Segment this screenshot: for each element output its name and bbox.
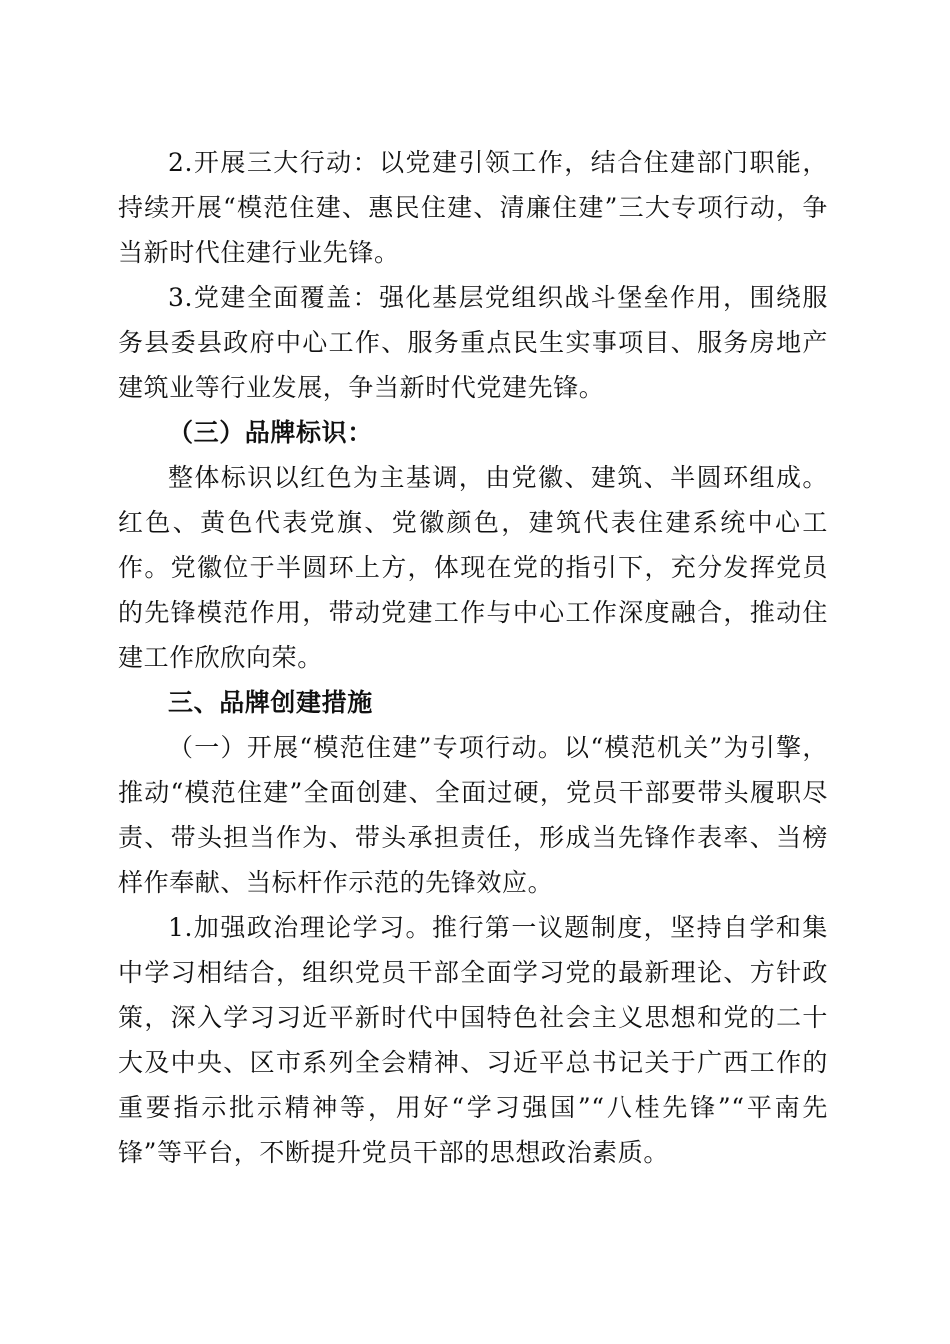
- brand-logo-description-paragraph: 整体标识以红色为主基调，由党徽、建筑、半圆环组成。红色、黄色代表党旗、党徽颜色，建筑代表住建系统中心工作。党徽位于半圆环上方，体现在党的指引下，充分发挥党员的先锋模范作用，带动党建工作与中心工作深度融合，推动住建工作欣欣向荣。: [118, 463, 828, 672]
- document-body: [118, 140, 828, 1175]
- action-item-2-paragraph: 2.开展三大行动：以党建引领工作，结合住建部门职能，持续开展“模范住建、惠民住建、清廉住建”三大专项行动，争当新时代住建行业先锋。: [118, 148, 828, 267]
- theory-study-paragraph: 1.加强政治理论学习。推行第一议题制度，坚持自学和集中学习相结合，组织党员干部全面学习党的最新理论、方针政策，深入学习习近平新时代中国特色社会主义思想和党的二十大及中央、区市系列全会精神、习近平总书记关于广西工作的重要指示批示精神等，用好“学习强国”“八桂先锋”“平南先锋”等平台，不断提升党员干部的思想政治素质。: [118, 913, 828, 1167]
- section-3-heading: 三、品牌创建措施: [168, 688, 373, 717]
- action-item-3-paragraph: 3.党建全面覆盖：强化基层党组织战斗堡垒作用，围绕服务县委县政府中心工作、服务重点民生实事项目、服务房地产建筑业等行业发展，争当新时代党建先锋。: [118, 283, 828, 402]
- model-action-paragraph: （一）开展“模范住建”专项行动。以“模范机关”为引擎，推动“模范住建”全面创建、全面过硬，党员干部要带头履职尽责、带头担当作为、带头承担责任，形成当先锋作表率、当榜样作奉献、当标杆作示范的先锋效应。: [118, 733, 828, 897]
- brand-logo-heading: （三）品牌标识：: [168, 418, 373, 447]
